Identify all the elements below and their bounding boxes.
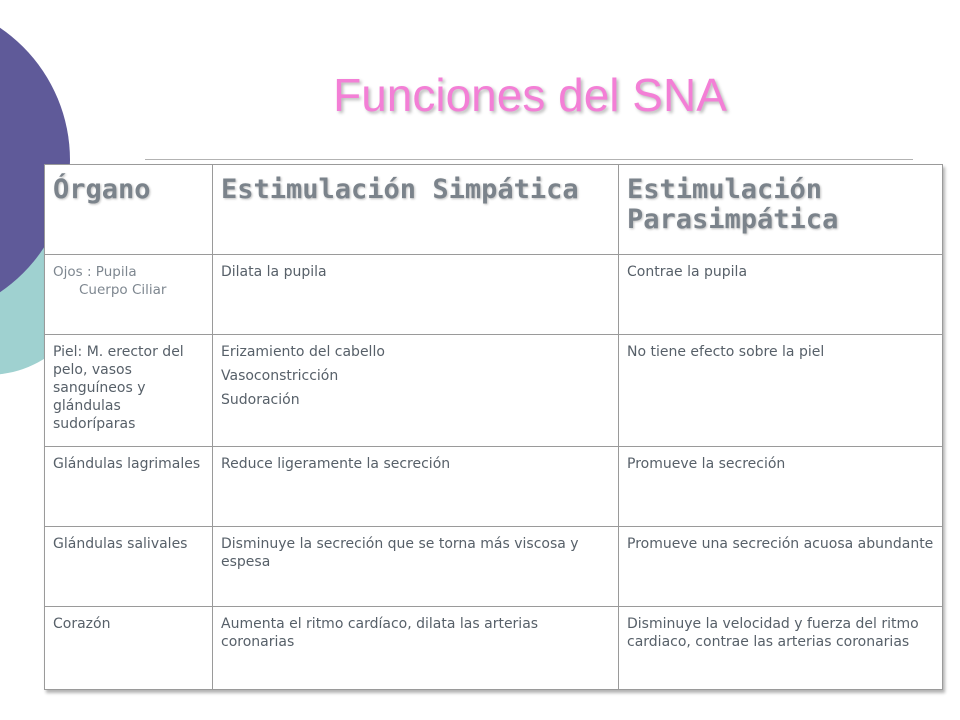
organ-line: Ojos : Pupila (53, 264, 137, 280)
parasympathetic-line: Contrae la pupila (627, 264, 748, 280)
organ-cell (45, 607, 213, 690)
sympathetic-line: Aumenta el ritmo cardíaco, dilata las arterias coronarias (221, 616, 539, 650)
parasympathetic-line: Promueve una secreción acuosa abundante (627, 536, 934, 552)
sympathetic-line: Dilata la pupila (221, 264, 327, 280)
sympathetic-line: Erizamiento del cabello (221, 344, 385, 360)
sympathetic-line: Reduce ligeramente la secreción (221, 456, 451, 472)
table-row (45, 527, 943, 607)
organ-line: Cuerpo Ciliar (79, 282, 167, 298)
parasympathetic-line: Disminuye la velocidad y fuerza del ritmo cardiaco, contrae las arterias coronarias (627, 616, 919, 650)
sympathetic-cell (213, 255, 619, 335)
table-row (45, 447, 943, 527)
title-divider (145, 159, 913, 160)
functions-table (44, 164, 943, 690)
table-row (45, 335, 943, 447)
organ-line: Glándulas salivales (53, 536, 188, 552)
sympathetic-line: Sudoración (221, 392, 300, 408)
sympathetic-line: Vasoconstricción (221, 368, 339, 384)
organ-cell (45, 335, 213, 447)
parasympathetic-cell (619, 607, 943, 690)
table-row (45, 607, 943, 690)
organ-cell (45, 255, 213, 335)
sympathetic-cell (213, 607, 619, 690)
header-sympathetic: Estimulación Simpática (213, 165, 619, 255)
table-row (45, 255, 943, 335)
parasympathetic-cell (619, 447, 943, 527)
parasympathetic-line: No tiene efecto sobre la piel (627, 344, 825, 360)
sympathetic-line: Disminuye la secreción que se torna más viscosa y espesa (221, 536, 579, 570)
organ-line: Corazón (53, 616, 111, 632)
parasympathetic-cell (619, 335, 943, 447)
organ-cell (45, 527, 213, 607)
sympathetic-cell (213, 335, 619, 447)
organ-line: Piel: M. erector del pelo, vasos sanguíneos y glándulas sudoríparas (53, 344, 184, 432)
slide-title: Funciones del SNA (333, 69, 727, 121)
header-organ: Órgano (45, 165, 213, 255)
organ-cell (45, 447, 213, 527)
table-header-row (45, 165, 943, 255)
organ-line: Glándulas lagrimales (53, 456, 201, 472)
sympathetic-cell (213, 527, 619, 607)
sympathetic-cell (213, 447, 619, 527)
parasympathetic-cell (619, 527, 943, 607)
parasympathetic-line: Promueve la secreción (627, 456, 786, 472)
header-parasympathetic: Estimulación Parasimpática (619, 165, 943, 255)
parasympathetic-cell (619, 255, 943, 335)
